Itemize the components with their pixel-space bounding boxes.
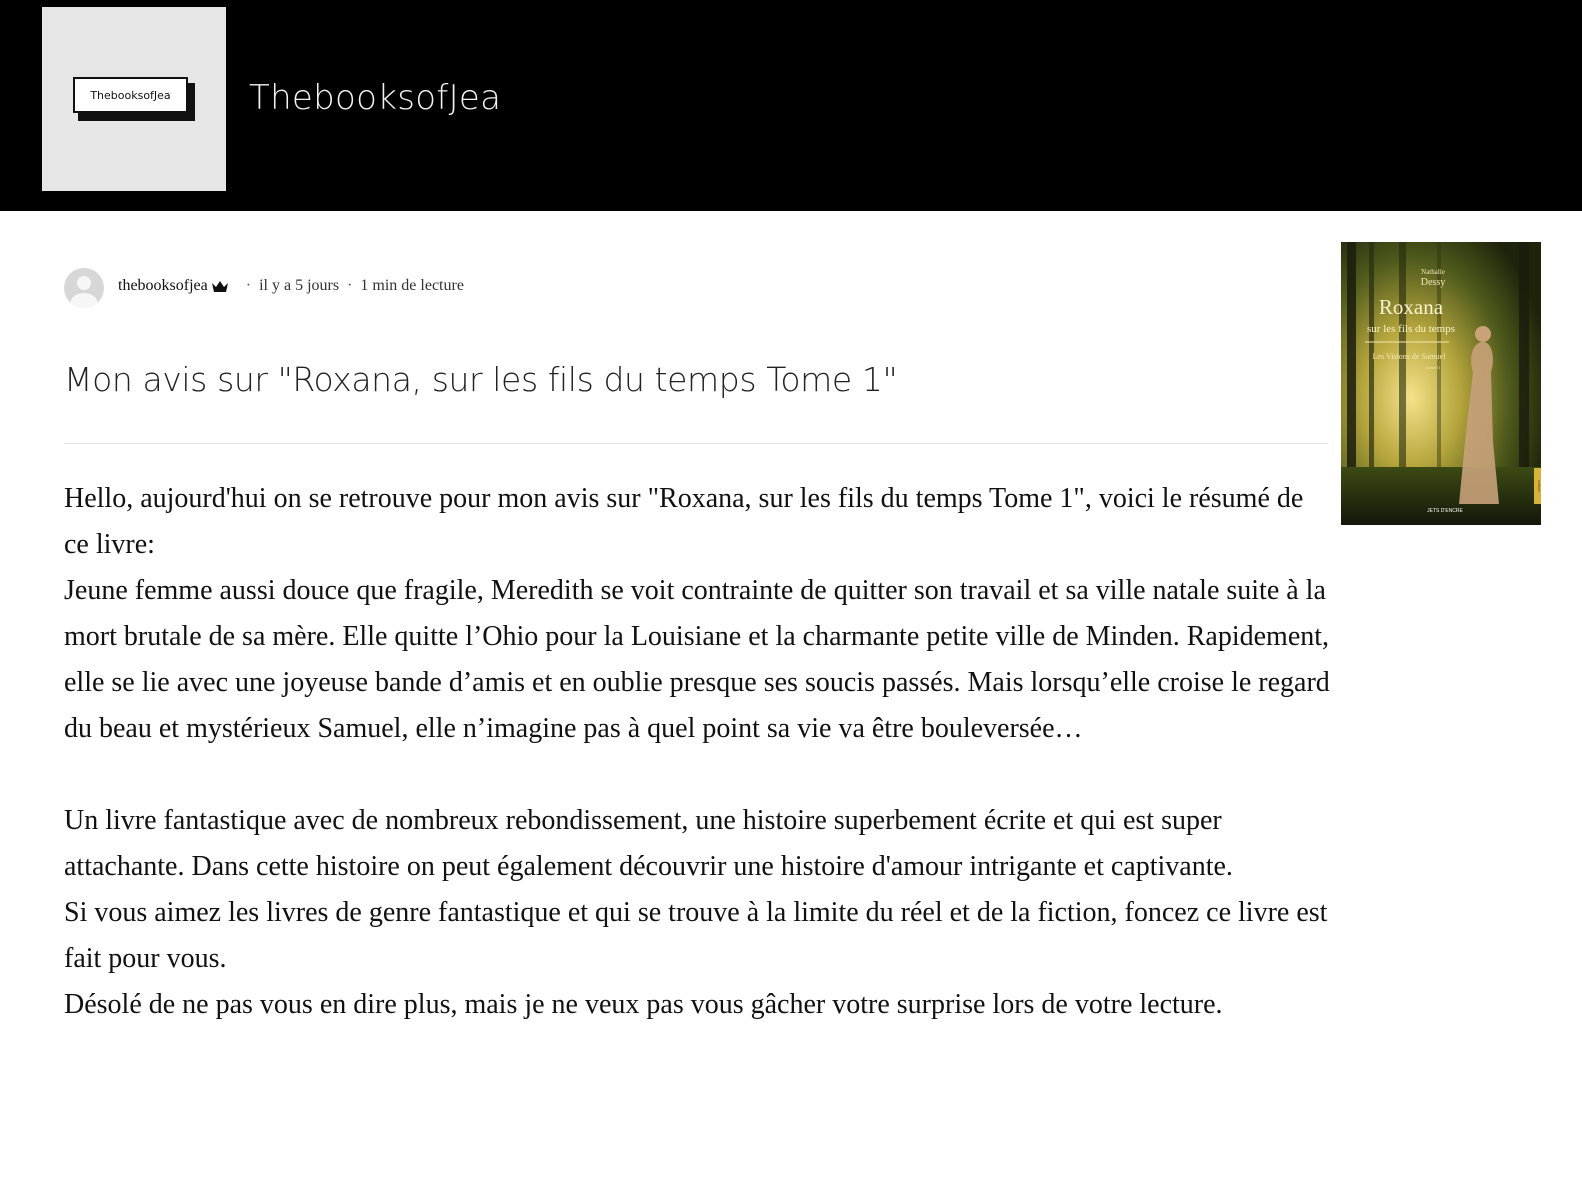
read-time: 1 min de lecture <box>360 277 464 294</box>
article-body <box>64 476 1334 1028</box>
paragraph-summary: Jeune femme aussi douce que fragile, Meredith se voit contrainte de quitter son travail et sa ville natale suite à la mort brutale de sa mère. Elle quitte l’Ohio pour la Louisiane et la charmante petite ville de Minden. Rapidement, elle se lie avec une joyeuse bande d’amis et en oublie presque ses soucis passés. Mais lorsqu’elle croise le regard du beau et mystérieux Samuel, elle n’imagine pas à quel point sa vie va être bouleversée… <box>64 575 1330 744</box>
meta-separator: · <box>245 277 252 294</box>
cover-author-last: Dessy <box>1420 277 1446 288</box>
post-meta <box>118 277 464 295</box>
site-logo[interactable] <box>42 7 226 191</box>
paragraph-spacer <box>64 752 1334 798</box>
logo-badge <box>73 77 192 117</box>
author-avatar[interactable] <box>64 268 104 308</box>
title-divider <box>64 443 1328 444</box>
crown-icon <box>212 281 228 292</box>
meta-separator: · <box>347 277 353 294</box>
cover-title: Roxana <box>1378 295 1444 319</box>
logo-text: ThebooksofJea <box>73 77 188 113</box>
post-date: il y a 5 jours <box>259 277 340 294</box>
cover-author-first: Nathalie <box>1421 268 1445 276</box>
post-title: Mon avis sur "Roxana, sur les fils du temps Tome 1" <box>64 360 898 399</box>
paragraph-recommendation: Si vous aimez les livres de genre fantastique et qui se trouve à la limite du réel et de la fiction, foncez ce livre est fait pour vous. <box>64 897 1328 974</box>
avatar-body <box>70 293 98 308</box>
author-name[interactable]: thebooksofjea <box>118 277 208 294</box>
cover-spine-label: ROMAN <box>1537 480 1541 492</box>
site-header <box>0 0 1582 211</box>
cover-volume: (tome 1) <box>1426 365 1440 370</box>
paragraph-closing: Désolé de ne pas vous en dire plus, mais je ne veux pas vous gâcher votre surprise lors de votre lecture. <box>64 989 1223 1020</box>
site-title[interactable]: ThebooksofJea <box>249 78 502 118</box>
book-cover-art <box>1341 242 1541 525</box>
cover-series: Les Visions de Samuel <box>1372 352 1446 361</box>
cover-subtitle: sur les fils du temps <box>1367 323 1455 335</box>
cover-publisher: JETS D'ENCRE <box>1427 508 1463 514</box>
avatar-head <box>77 276 91 290</box>
book-cover-image[interactable] <box>1341 242 1541 525</box>
paragraph-review: Un livre fantastique avec de nombreux rebondissement, une histoire superbement écrite et qui est super attachante. Dans cette histoire on peut également découvrir une histoire d'amour intrigante et captivante. <box>64 805 1233 882</box>
paragraph-intro: Hello, aujourd'hui on se retrouve pour mon avis sur "Roxana, sur les fils du temps Tome 1", voici le résumé de ce livre: <box>64 483 1304 560</box>
